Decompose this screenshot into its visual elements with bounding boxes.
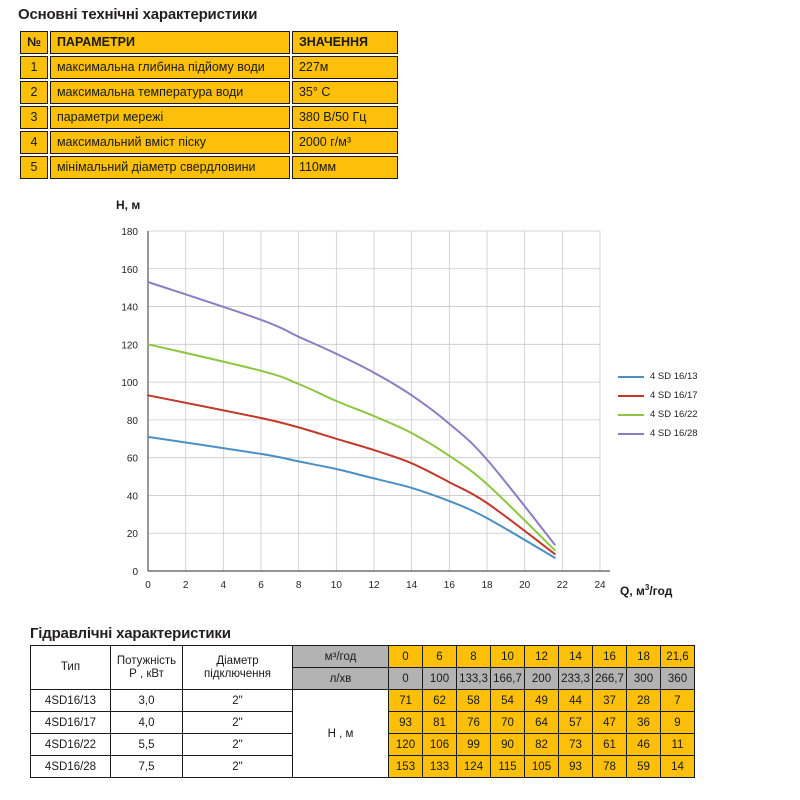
svg-text:4: 4: [220, 580, 227, 591]
head-value: 76: [457, 712, 491, 734]
legend-item: [618, 424, 698, 443]
flow-lmin-value: 166,7: [491, 668, 525, 690]
spec-row-param: максимальна температура води: [50, 81, 290, 104]
spec-row-value: 380 В/50 Гц: [292, 106, 398, 129]
flow-m3-value: 14: [559, 646, 593, 668]
spec-row-num: 4: [20, 131, 48, 154]
spec-row-value: 2000 г/м³: [292, 131, 398, 154]
svg-text:18: 18: [481, 580, 493, 591]
flow-m3-value: 12: [525, 646, 559, 668]
spec-row-param: мінімальний діаметр свердловини: [50, 156, 290, 179]
pump-diameter: 2": [183, 734, 293, 756]
svg-text:180: 180: [121, 227, 138, 238]
head-value: 44: [559, 690, 593, 712]
legend-label: 4 SD 16/17: [650, 390, 698, 401]
svg-text:60: 60: [126, 453, 138, 465]
pump-type: 4SD16/22: [31, 734, 111, 756]
head-value: 70: [491, 712, 525, 734]
pump-type: 4SD16/13: [31, 690, 111, 712]
legend-label: 4 SD 16/22: [650, 409, 698, 420]
head-value: 11: [661, 734, 695, 756]
spec-table: [18, 29, 400, 181]
svg-text:0: 0: [132, 567, 138, 578]
head-value: 64: [525, 712, 559, 734]
flow-lmin-value: 133,3: [457, 668, 491, 690]
head-value: 93: [559, 756, 593, 778]
head-value: 9: [661, 712, 695, 734]
chart-x-axis-label: Q, $м^3$/год: [620, 583, 673, 598]
flow-lmin-value: 200: [525, 668, 559, 690]
hydro-header-type: Тип: [31, 646, 111, 690]
head-value: 61: [593, 734, 627, 756]
svg-text:14: 14: [406, 580, 418, 591]
head-value: 71: [389, 690, 423, 712]
hydro-unit-lmin: л/хв: [293, 668, 389, 690]
legend-swatch: [618, 376, 644, 378]
pump-power: 3,0: [111, 690, 183, 712]
svg-text:160: 160: [121, 264, 138, 276]
flow-m3-value: 16: [593, 646, 627, 668]
flow-lmin-value: 300: [627, 668, 661, 690]
table-row: [20, 106, 398, 129]
head-value: 153: [389, 756, 423, 778]
pump-diameter: 2": [183, 690, 293, 712]
head-value: 78: [593, 756, 627, 778]
table-row: [20, 81, 398, 104]
svg-text:6: 6: [258, 580, 264, 591]
pump-diameter: 2": [183, 756, 293, 778]
flow-m3-value: 21,6: [661, 646, 695, 668]
head-value: 7: [661, 690, 695, 712]
table-row: [31, 690, 695, 712]
head-value: 54: [491, 690, 525, 712]
svg-text:140: 140: [121, 302, 138, 314]
pump-diameter: 2": [183, 712, 293, 734]
legend-swatch: [618, 414, 644, 416]
hydro-header-power: [111, 646, 183, 690]
head-value: 133: [423, 756, 457, 778]
pump-type: 4SD16/28: [31, 756, 111, 778]
pump-power: 7,5: [111, 756, 183, 778]
spec-row-param: максимальна глибина підйому води: [50, 56, 290, 79]
head-value: 14: [661, 756, 695, 778]
pump-power: 4,0: [111, 712, 183, 734]
svg-text:0: 0: [145, 580, 151, 591]
spec-row-value: 227м: [292, 56, 398, 79]
hydro-header-diameter: [183, 646, 293, 690]
head-value: 81: [423, 712, 457, 734]
pump-power: 5,5: [111, 734, 183, 756]
flow-lmin-value: 100: [423, 668, 457, 690]
head-value: 90: [491, 734, 525, 756]
table-row: [20, 56, 398, 79]
spec-row-num: 2: [20, 81, 48, 104]
svg-text:22: 22: [556, 580, 568, 591]
hydro-unit-head: Н , м: [293, 690, 389, 778]
head-value: 115: [491, 756, 525, 778]
spec-section-title: Основні технічні характеристики: [18, 6, 258, 23]
svg-text:100: 100: [121, 378, 138, 390]
table-row: [20, 131, 398, 154]
spec-row-param: максимальний вміст піску: [50, 131, 290, 154]
spec-header-num: №: [20, 31, 48, 54]
hydro-header-power-line2: Р , кВт: [129, 667, 164, 680]
pump-type: 4SD16/17: [31, 712, 111, 734]
head-value: 36: [627, 712, 661, 734]
head-value: 106: [423, 734, 457, 756]
table-row: [31, 646, 695, 668]
head-value: 47: [593, 712, 627, 734]
head-value: 46: [627, 734, 661, 756]
head-value: 93: [389, 712, 423, 734]
hydro-header-power-line1: Потужність: [116, 654, 177, 667]
table-row: [20, 156, 398, 179]
chart-legend: [618, 367, 698, 443]
spec-row-num: 1: [20, 56, 48, 79]
hydro-header-diameter-line2: підключення: [203, 667, 272, 680]
spec-row-value: 110мм: [292, 156, 398, 179]
table-row: [20, 31, 398, 54]
head-value: 57: [559, 712, 593, 734]
head-value: 99: [457, 734, 491, 756]
hydro-section-title: Гідравлічні характеристики: [30, 625, 231, 642]
hydro-unit-m3: м³/год: [293, 646, 389, 668]
flow-m3-value: 10: [491, 646, 525, 668]
legend-item: [618, 367, 698, 386]
legend-swatch: [618, 395, 644, 397]
flow-m3-value: 6: [423, 646, 457, 668]
spec-row-param: параметри мережі: [50, 106, 290, 129]
svg-text:80: 80: [126, 415, 138, 427]
legend-item: [618, 386, 698, 405]
svg-text:12: 12: [368, 580, 380, 591]
flow-lmin-value: 0: [389, 668, 423, 690]
spec-header-param: ПАРАМЕТРИ: [50, 31, 290, 54]
hydraulic-table: [30, 645, 695, 778]
head-value: 120: [389, 734, 423, 756]
flow-m3-value: 8: [457, 646, 491, 668]
performance-chart: [0, 195, 800, 615]
svg-text:2: 2: [182, 580, 189, 591]
flow-lmin-value: 233,3: [559, 668, 593, 690]
spec-row-value: 35° С: [292, 81, 398, 104]
head-value: 49: [525, 690, 559, 712]
svg-text:10: 10: [330, 580, 342, 591]
flow-m3-value: 18: [627, 646, 661, 668]
svg-text:40: 40: [126, 491, 138, 503]
svg-text:120: 120: [121, 340, 138, 352]
svg-text:8: 8: [295, 580, 302, 591]
chart-y-axis-label: H, м: [116, 198, 141, 212]
hydro-header-diameter-line1: Діаметр: [216, 654, 259, 667]
head-value: 124: [457, 756, 491, 778]
head-value: 28: [627, 690, 661, 712]
flow-lmin-value: 360: [661, 668, 695, 690]
head-value: 59: [627, 756, 661, 778]
legend-label: 4 SD 16/28: [650, 428, 698, 439]
spec-header-value: ЗНАЧЕННЯ: [292, 31, 398, 54]
legend-item: [618, 405, 698, 424]
spec-row-num: 3: [20, 106, 48, 129]
head-value: 105: [525, 756, 559, 778]
svg-text:20: 20: [519, 580, 531, 591]
flow-m3-value: 0: [389, 646, 423, 668]
head-value: 73: [559, 734, 593, 756]
head-value: 58: [457, 690, 491, 712]
svg-text:20: 20: [126, 529, 138, 541]
spec-row-num: 5: [20, 156, 48, 179]
svg-text:24: 24: [594, 580, 606, 591]
head-value: 82: [525, 734, 559, 756]
flow-lmin-value: 266,7: [593, 668, 627, 690]
head-value: 37: [593, 690, 627, 712]
legend-swatch: [618, 433, 644, 435]
legend-label: 4 SD 16/13: [650, 371, 698, 382]
svg-text:16: 16: [443, 580, 455, 591]
head-value: 62: [423, 690, 457, 712]
